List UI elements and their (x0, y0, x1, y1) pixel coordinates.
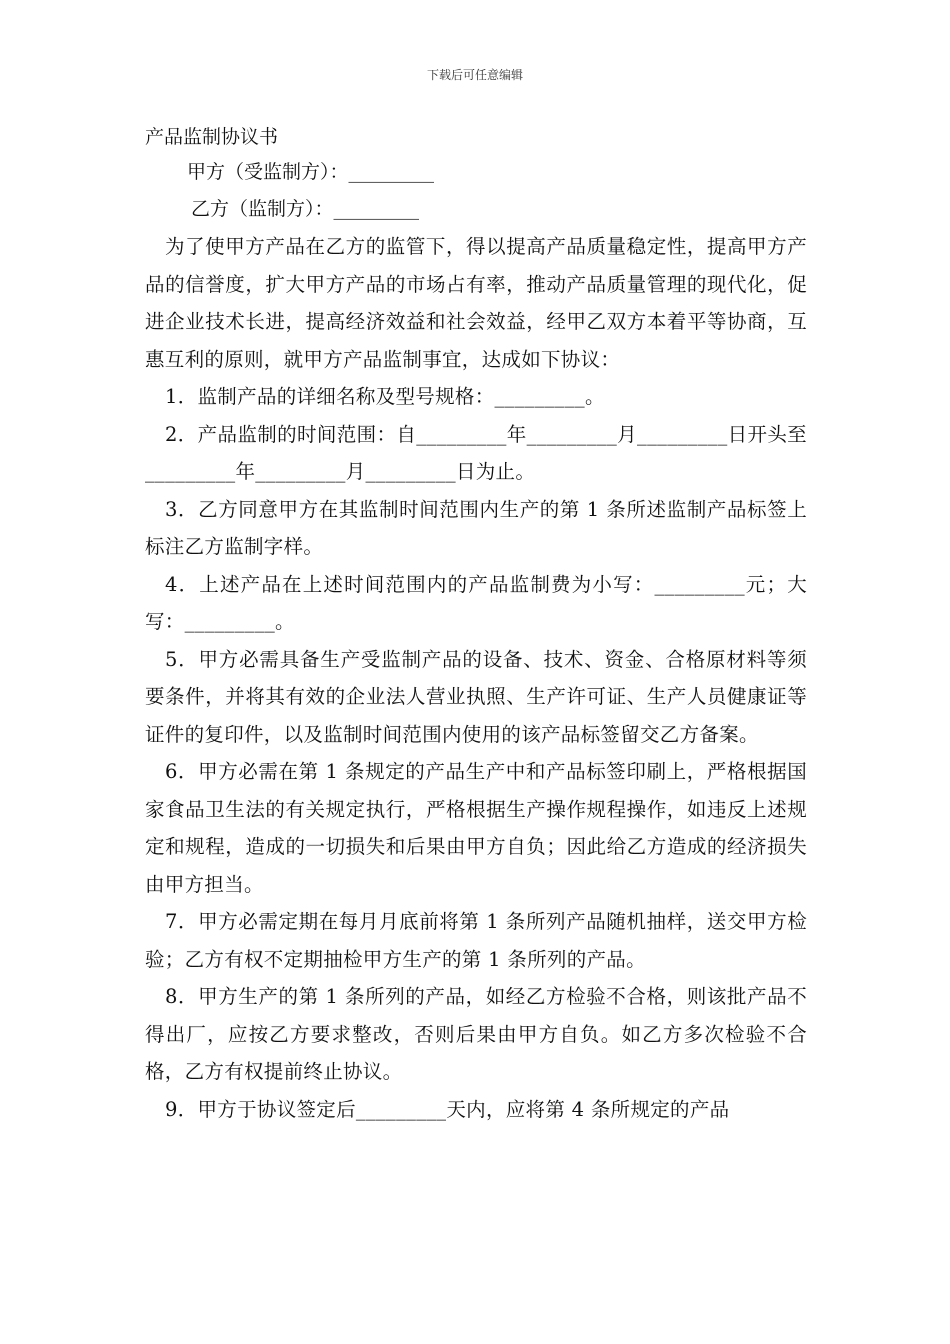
clause-5: 5．甲方必需具备生产受监制产品的设备、技术、资金、合格原材料等须要条件，并将其有效的企业法人营业执照、生产许可证、生产人员健康证等证件的复印件，以及监制时间范围内使用的该产品标签留交乙方备案。 (145, 647, 807, 746)
clause-7: 7．甲方必需定期在每月月底前将第 1 条所列产品随机抽样，送交甲方检验；乙方有权不定期抽检甲方生产的第 1 条所列的产品。 (145, 910, 807, 971)
agreement-body (145, 120, 807, 1128)
clause-6: 6．甲方必需在第 1 条规定的产品生产中和产品标签印刷上，严格根据国家食品卫生法的有关规定执行，严格根据生产操作规程操作，如违反上述规定和规程，造成的一切损失和后果由甲方自负；因此给乙方造成的经济损失由甲方担当。 (145, 760, 807, 896)
page-header-note: 下载后可任意编辑 (426, 68, 523, 82)
clause-1: 1．监制产品的详细名称及型号规格：_________。 (165, 385, 605, 408)
clause-3: 3．乙方同意甲方在其监制时间范围内生产的第 1 条所述监制产品标签上标注乙方监制字样。 (145, 497, 807, 558)
clause-2: 2．产品监制的时间范围：自_________年_________月_________日开头至_________年_________月_________日为止。 (145, 422, 807, 483)
clause-9: 9．甲方于协议签定后_________天内，应将第 4 条所规定的产品 (165, 1097, 730, 1121)
party-b-line: 乙方（监制方）：_________ (191, 198, 420, 220)
preamble-paragraph: 为了使甲方产品在乙方的监管下，得以提高产品质量稳定性，提高甲方产品的信誉度，扩大甲方产品的市场占有率，推动产品质量管理的现代化，促进企业技术长进，提高经济效益和社会效益，经甲乙双方本着平等协商，互惠互利的原则，就甲方产品监制事宜，达成如下协议： (145, 235, 807, 371)
party-a-line: 甲方（受监制方）：_________ (187, 161, 435, 183)
clause-4: 4．上述产品在上述时间范围内的产品监制费为小写：_________元；大写：_________。 (145, 572, 807, 633)
clause-8: 8．甲方生产的第 1 条所列的产品，如经乙方检验不合格，则该批产品不得出厂，应按乙方要求整改，否则后果由甲方自负。如乙方多次检验不合格，乙方有权提前终止协议。 (145, 985, 807, 1083)
document-title: 产品监制协议书 (145, 126, 279, 148)
